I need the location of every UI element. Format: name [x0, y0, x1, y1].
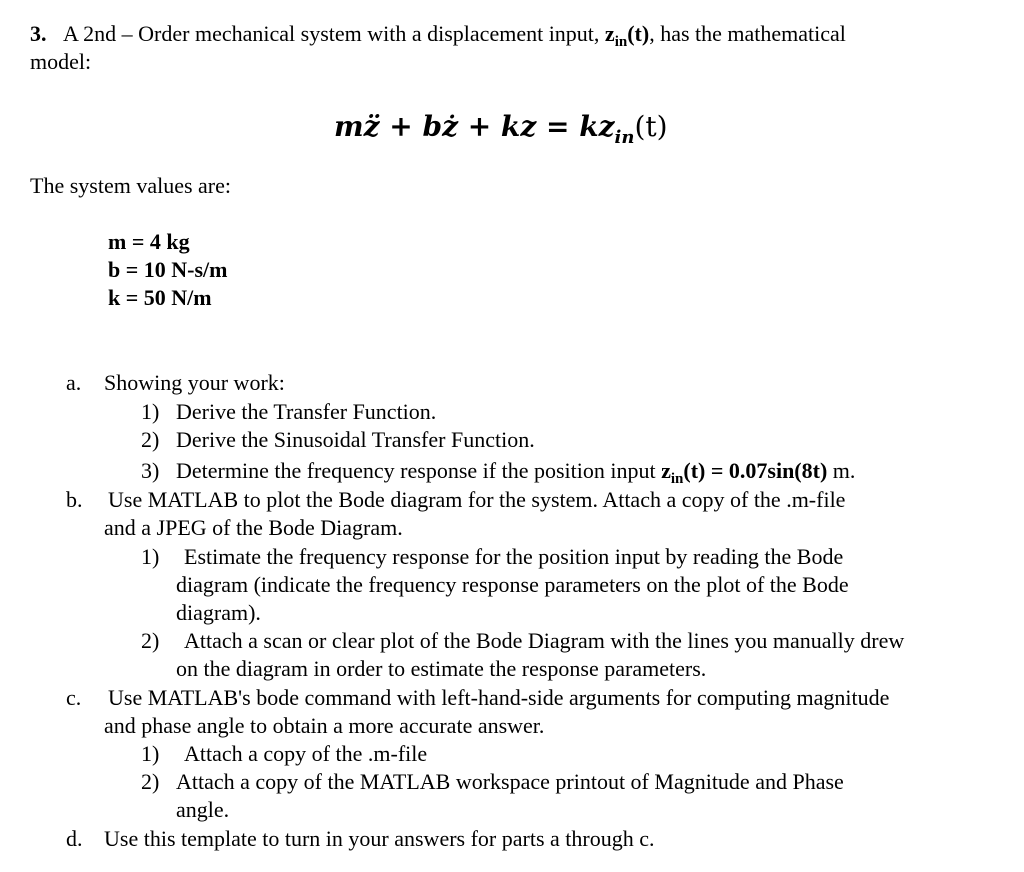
part-a-item3-text: Determine the frequency response if the position input $z_{in}(t) = 0.07\sin(8t)$ m. [176, 458, 856, 487]
zin-variable: $z_{in}(t)$ [604, 21, 650, 50]
value-damping: b = 10 N-s/m [108, 257, 228, 282]
part-b-item1-num: 1) [141, 544, 160, 569]
values-label: The system values are: [30, 173, 231, 198]
part-b-label: b. [66, 487, 83, 512]
part-a-item1-text: Derive the Transfer Function. [176, 399, 437, 424]
part-a-item1-num: 1) [141, 399, 160, 424]
governing-equation [334, 110, 668, 148]
part-c-item2-line2: angle. [176, 797, 230, 822]
equation-rhs: $kz_{in}(t)$ [579, 110, 668, 148]
problem-intro: A 2nd – Order mechanical system with a displacement input, [63, 21, 605, 46]
part-b-item1-line2: diagram (indicate the frequency response parameters on the plot of the Bode [176, 572, 849, 597]
problem-intro-line2: model: [30, 49, 92, 74]
part-a-item3-num: 3) [141, 458, 160, 483]
part-a-item2-text: Derive the Sinusoidal Transfer Function. [176, 427, 535, 452]
value-stiffness: k = 50 N/m [108, 285, 212, 310]
value-mass: m = 4 kg [108, 229, 190, 254]
equation-lhs: mz̈ + bż + kz = [334, 110, 580, 143]
part-c-label: c. [66, 685, 82, 710]
part-c-item1-num: 1) [141, 741, 160, 766]
part-d-text: Use this template to turn in your answers for parts a through c. [104, 826, 655, 851]
system-values [108, 228, 228, 312]
part-a-text: Showing your work: [104, 370, 285, 395]
problem-intro-end: , has the mathematical [649, 21, 846, 46]
problem-number: 3. [30, 21, 47, 46]
part-a-label: a. [66, 370, 82, 395]
part-a-item2-num: 2) [141, 427, 160, 452]
part-c-line2: and phase angle to obtain a more accurate answer. [104, 713, 545, 738]
part-b-line2: and a JPEG of the Bode Diagram. [104, 515, 403, 540]
part-c-item2-num: 2) [141, 769, 160, 794]
problem-statement [30, 20, 846, 51]
part-b-item2-num: 2) [141, 628, 160, 653]
part-c-item2-line1: Attach a copy of the MATLAB workspace printout of Magnitude and Phase [176, 769, 844, 794]
part-b-item2-line1: Attach a scan or clear plot of the Bode Diagram with the lines you manually drew [184, 628, 905, 653]
part-d-label: d. [66, 826, 83, 851]
part-b-item1-line3: diagram). [176, 600, 261, 625]
part-c-item1-text: Attach a copy of the .m-file [184, 741, 428, 766]
part-b-line1: Use MATLAB to plot the Bode diagram for the system. Attach a copy of the .m-file [108, 487, 846, 512]
part-b-item2-line2: on the diagram in order to estimate the response parameters. [176, 656, 707, 681]
part-b-item1-line1: Estimate the frequency response for the position input by reading the Bode [184, 544, 844, 569]
part-c-line1: Use MATLAB's bode command with left-hand-side arguments for computing magnitude [108, 685, 890, 710]
